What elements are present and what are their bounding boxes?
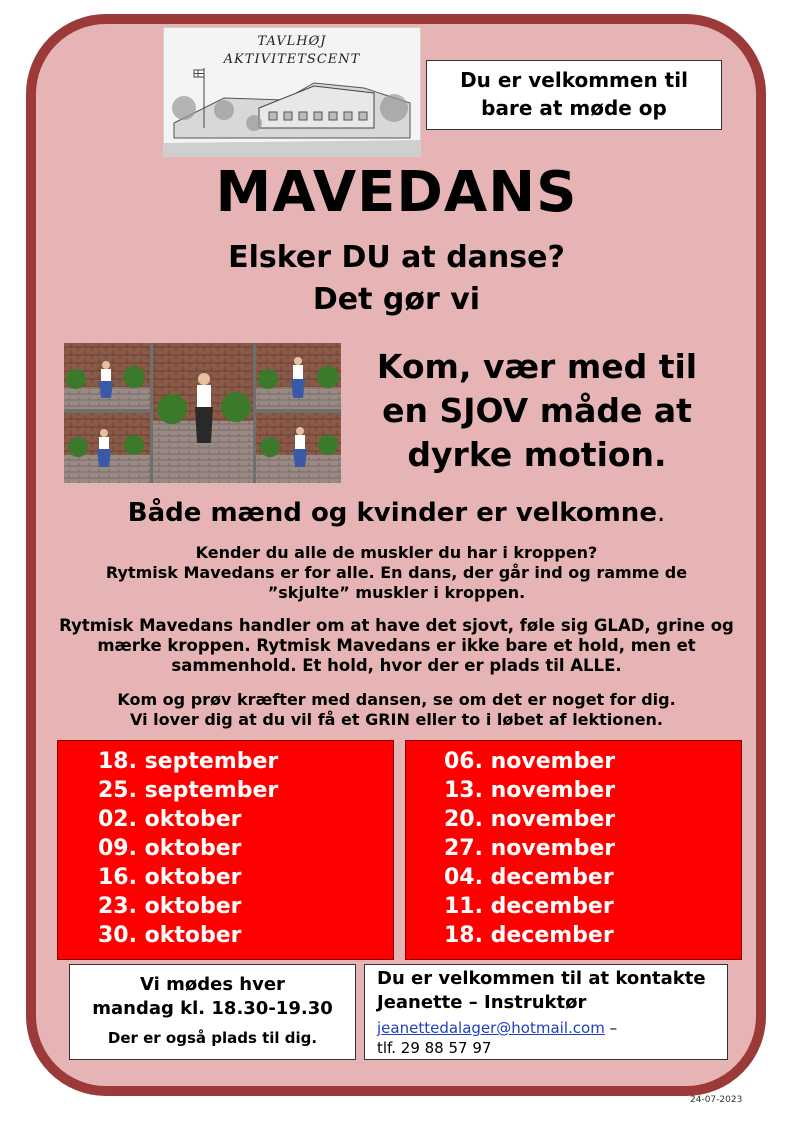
welcome-line2: bare at møde op — [481, 96, 667, 120]
invite-paragraph — [40, 690, 753, 730]
both-welcome-text: Både mænd og kvinder er velkomne — [127, 498, 657, 528]
date-item: 18. september — [98, 749, 279, 774]
para2-line3: sammenhold. Et hold, hvor der er plads til ALLE. — [171, 656, 622, 675]
para1-line1: Kender du alle de muskler du har i kroppen? — [195, 543, 598, 562]
page-title: MAVEDANS — [215, 160, 578, 225]
para3-line2: Vi lover dig at du vil få et GRIN eller to i løbet af lektionen. — [129, 710, 664, 729]
logo-line2: AKTIVITETSCENT — [223, 52, 361, 67]
para2-line1: Rytmisk Mavedans handler om at have det sjovt, føle sig GLAD, grine og — [59, 616, 734, 635]
date-item: 25. september — [98, 778, 279, 803]
date-item: 16. oktober — [98, 865, 242, 890]
join-line3: dyrke motion. — [407, 435, 667, 474]
meeting-time-box — [69, 964, 356, 1060]
dates-box-right — [405, 740, 742, 960]
para1-line3: ”skjulte” muskler i kroppen. — [267, 583, 526, 602]
contact-phone: tlf. 29 88 57 97 — [377, 1039, 492, 1057]
para3-line1: Kom og prøv kræfter med dansen, se om det er noget for dig. — [117, 690, 676, 709]
subtitle-1: Elsker DU at danse? — [228, 240, 565, 275]
date-item: 02. oktober — [98, 807, 242, 832]
dance-photo-collage — [64, 343, 341, 483]
date-item: 06. november — [444, 749, 616, 774]
date-item: 09. oktober — [98, 836, 242, 861]
both-welcome-heading — [0, 498, 793, 528]
dancer-photos-icon — [64, 343, 341, 483]
join-line2: en SJOV måde at — [382, 391, 692, 430]
intro-paragraph — [40, 543, 753, 603]
date-item: 11. december — [444, 894, 614, 919]
about-paragraph — [40, 616, 753, 676]
dash: – — [609, 1019, 618, 1037]
center-logo — [163, 27, 421, 157]
welcome-box — [426, 60, 722, 130]
para2-line2: mærke kroppen. Rytmisk Mavedans er ikke bare et hold, men et — [97, 636, 696, 655]
meet-line2: mandag kl. 18.30-19.30 — [92, 998, 333, 1019]
date-item: 04. december — [444, 865, 614, 890]
period-mark: . — [656, 498, 666, 528]
contact-line1: Du er velkommen til at kontakte — [377, 968, 706, 989]
dates-box-left — [57, 740, 394, 960]
subtitle-2: Det gør vi — [312, 282, 481, 317]
print-date: 24-07-2023 — [690, 1095, 743, 1105]
meet-line1: Vi mødes hver — [140, 974, 285, 995]
date-item: 18. december — [444, 923, 614, 948]
date-item: 30. oktober — [98, 923, 242, 948]
date-item: 20. november — [444, 807, 616, 832]
meet-line3: Der er også plads til dig. — [107, 1029, 318, 1047]
email-link[interactable]: jeanettedalager@hotmail.com — [377, 1019, 605, 1037]
date-item: 13. november — [444, 778, 616, 803]
date-item: 27. november — [444, 836, 616, 861]
welcome-line1: Du er velkommen til — [460, 68, 688, 92]
contact-line2: Jeanette – Instruktør — [377, 992, 587, 1013]
join-text — [352, 345, 722, 477]
join-line1: Kom, vær med til — [376, 347, 698, 386]
contact-box — [364, 964, 728, 1060]
contact-email-row — [377, 1017, 727, 1039]
logo-line1: TAVLHØJ — [257, 34, 327, 49]
para1-line2: Rytmisk Mavedans er for alle. En dans, der går ind og ramme de — [105, 563, 688, 582]
date-item: 23. oktober — [98, 894, 242, 919]
